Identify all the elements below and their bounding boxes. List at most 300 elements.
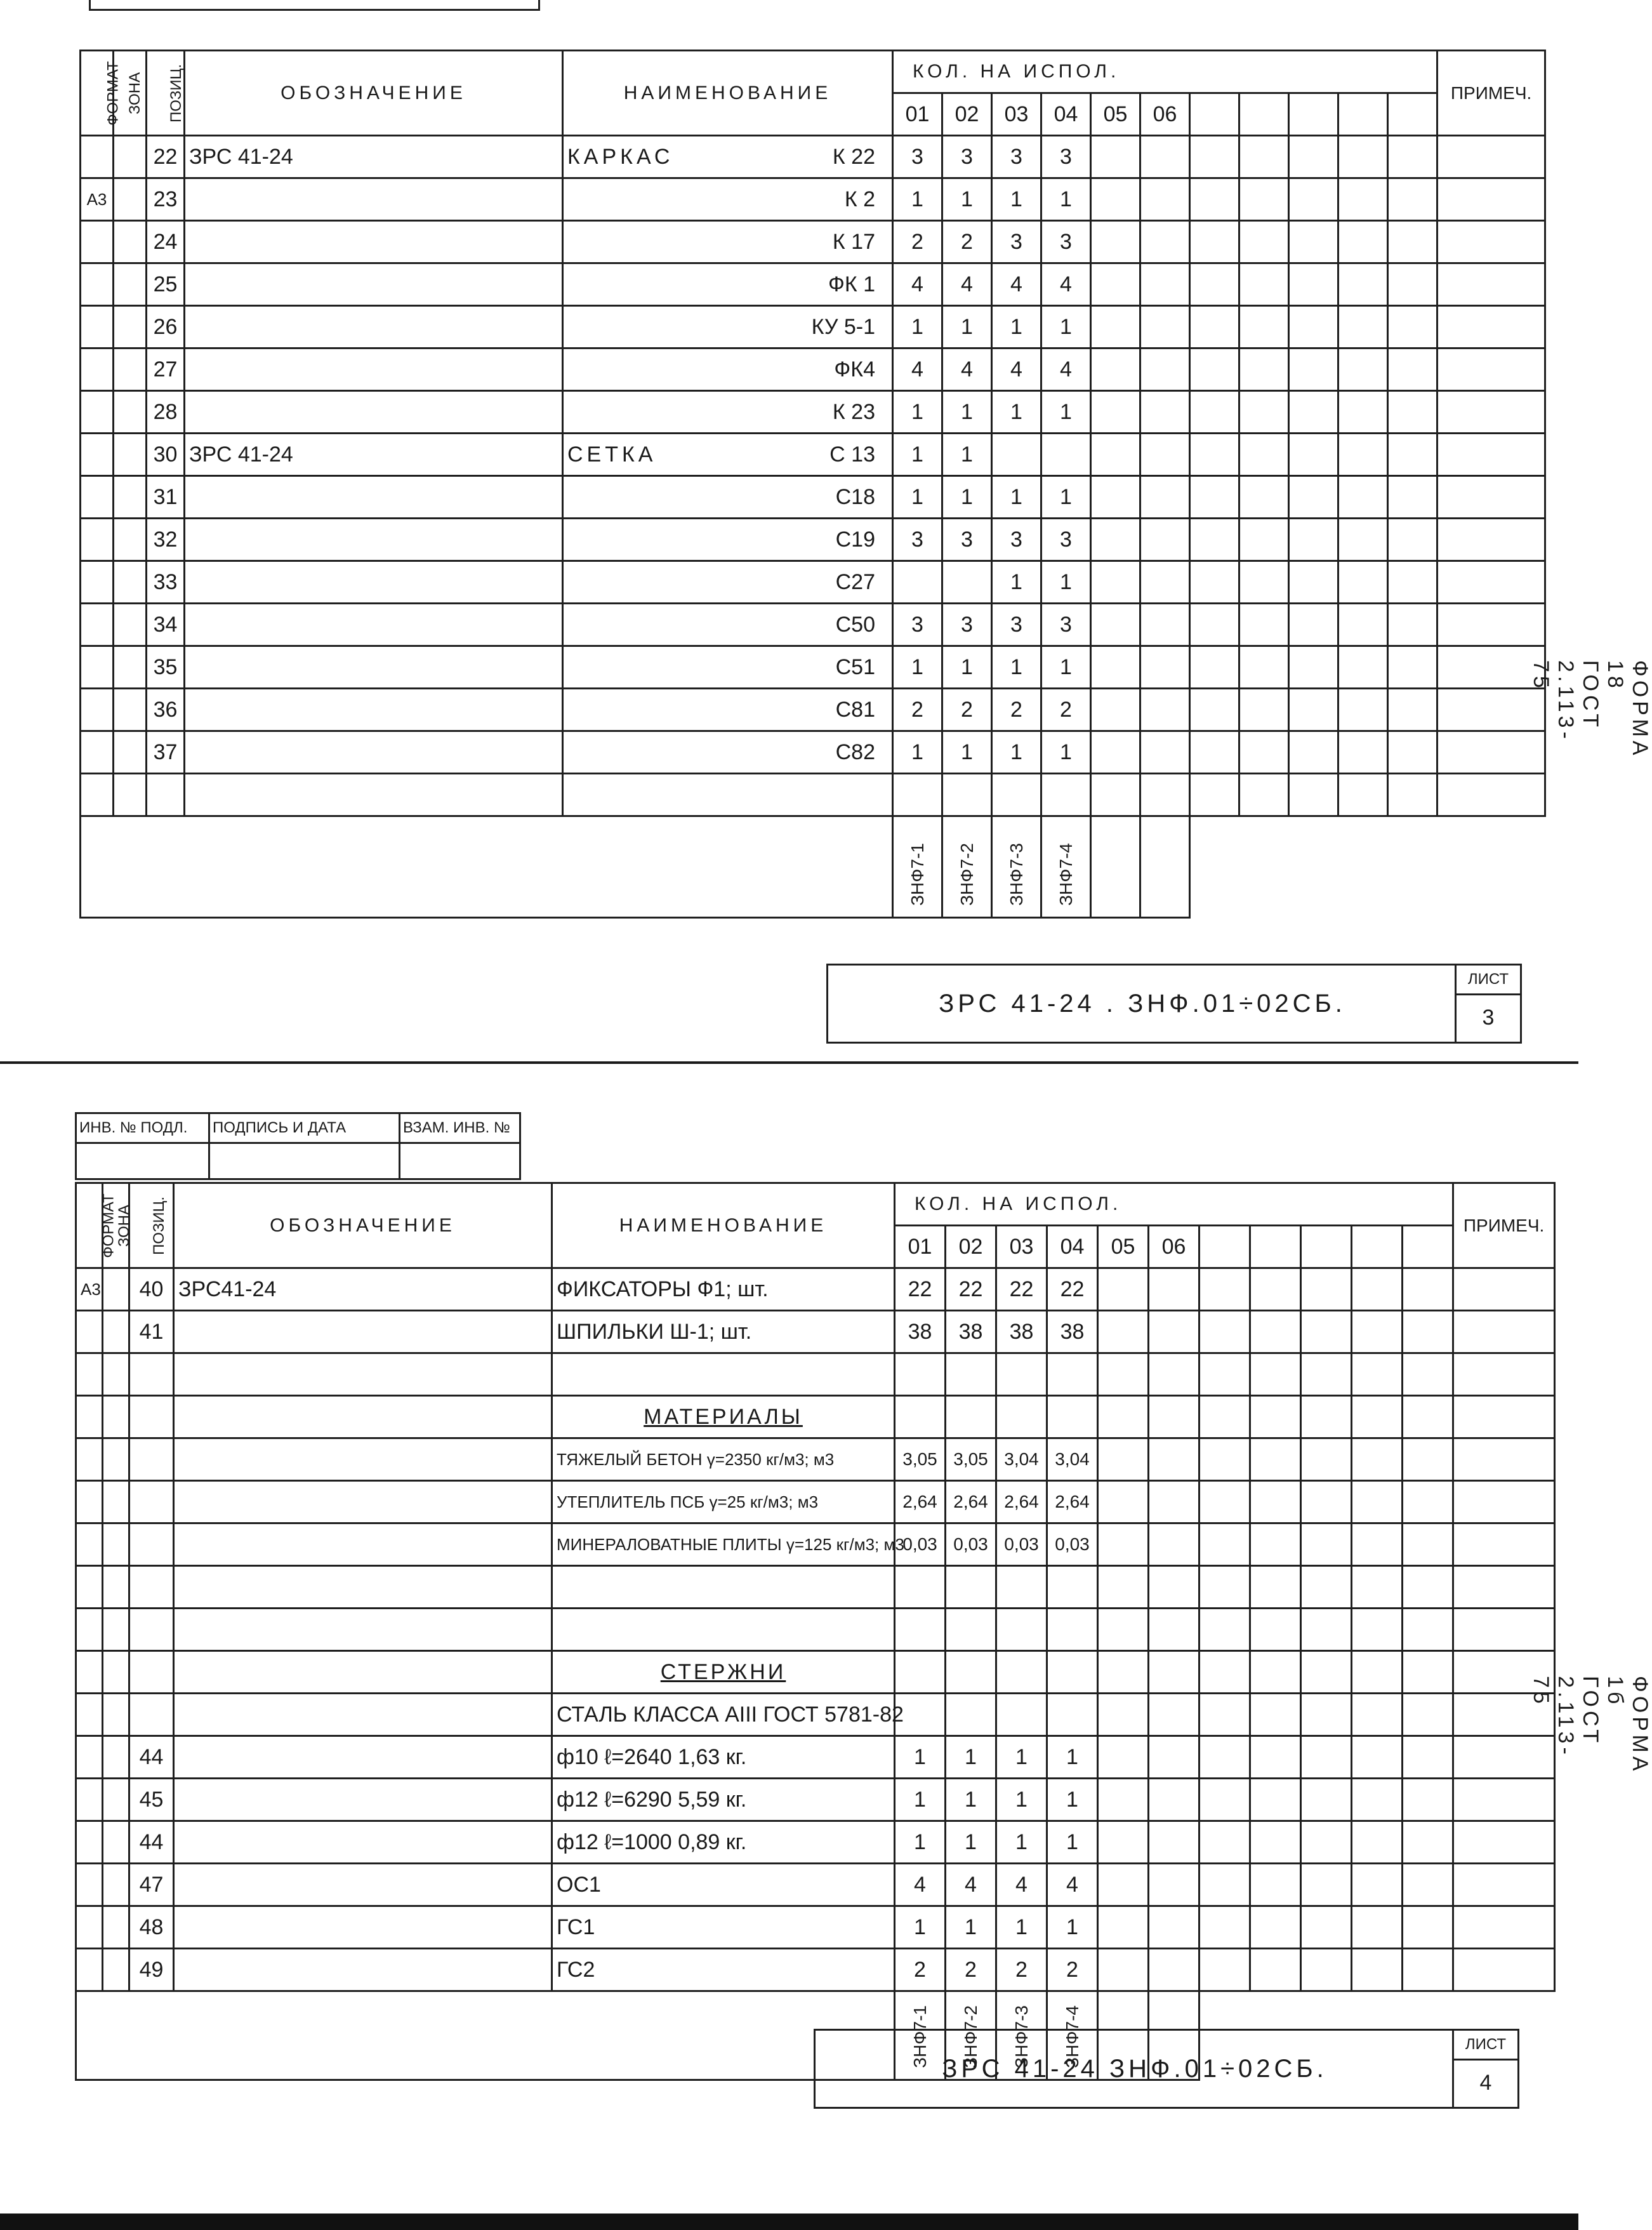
row-qty-3: 1 [996,1779,1047,1821]
row-name: ГС1 [552,1906,895,1949]
table-row [76,1821,1555,1864]
row-blank [1250,1736,1301,1779]
row-blank [1250,1566,1301,1609]
row-qty-4: 38 [1047,1311,1098,1353]
row-blank [1199,1651,1250,1694]
row-blank [1098,1821,1149,1864]
row-blank [1338,561,1388,604]
header-exec-blank [1403,1226,1453,1268]
row-qty-3: 1 [996,1906,1047,1949]
row-blank [1098,1949,1149,1991]
row-blank [1289,348,1338,391]
row-qty-4: 1 [1047,1821,1098,1864]
header-exec-6: 06 [1149,1226,1199,1268]
row-qty-3 [996,1609,1047,1651]
footer-blank [1091,816,1140,918]
header-name: НАИМЕНОВАНИЕ [552,1183,895,1268]
row-blank [1338,221,1388,263]
row-name: ФИКСАТОРЫ Ф1; шт. [552,1268,895,1311]
table-row [76,1736,1555,1779]
row-qty-3: 1 [992,561,1041,604]
row-blank [1199,1694,1250,1736]
row-qty-2: 22 [946,1268,996,1311]
row-blank [1190,774,1239,816]
row-blank [1199,1864,1250,1906]
row-designation [185,689,563,731]
row-blank [1190,604,1239,646]
row-blank [1301,1396,1352,1438]
row-blank [1149,1694,1199,1736]
row-note [1453,1906,1555,1949]
table-row [81,306,1545,348]
sheet-label: ЛИСТ [1452,2031,1517,2061]
row-blank [1289,731,1338,774]
row-blank [1338,519,1388,561]
row-blank [1388,263,1437,306]
row-qty-4: 2,64 [1047,1481,1098,1523]
row-blank [1301,1694,1352,1736]
row-blank [1149,1864,1199,1906]
row-designation [174,1438,552,1481]
row-designation: ЗРС41-24 [174,1268,552,1311]
row-blank [1250,1821,1301,1864]
row-blank [1352,1523,1403,1566]
row-qty-1: 4 [893,348,942,391]
row-qty-4: 2 [1041,689,1091,731]
row-zone [114,646,147,689]
row-blank [1199,1736,1250,1779]
row-qty-1: 3,05 [895,1438,946,1481]
row-format [76,1736,103,1779]
row-designation [174,1353,552,1396]
row-blank [1352,1609,1403,1651]
row-blank [1091,561,1140,604]
row-qty-3: 3 [992,136,1041,178]
row-blank [1091,306,1140,348]
row-qty-3 [992,434,1041,476]
header-exec-5: 05 [1098,1226,1149,1268]
row-note [1453,1609,1555,1651]
row-zone [103,1694,129,1736]
row-format [81,689,114,731]
table-row [76,1566,1555,1609]
row-blank [1301,1353,1352,1396]
row-blank [1301,1736,1352,1779]
exec-label-2: ЗНФ7-2 [960,2005,981,2068]
row-qty-3: 2 [996,1949,1047,1991]
row-qty-1 [893,561,942,604]
row-blank [1289,689,1338,731]
row-blank [1352,1821,1403,1864]
row-blank [1301,1864,1352,1906]
row-qty-1 [895,1396,946,1438]
row-qty-1: 22 [895,1268,946,1311]
row-format [81,221,114,263]
row-blank [1149,1353,1199,1396]
row-blank [1199,1821,1250,1864]
table-row [76,1651,1555,1694]
row-designation [174,1651,552,1694]
row-qty-2: 2 [942,689,992,731]
row-name: ф10 ℓ=2640 1,63 кг. [552,1736,895,1779]
row-blank [1352,1566,1403,1609]
row-position [129,1438,174,1481]
stamp-cell [76,1143,209,1179]
row-blank [1301,1949,1352,1991]
row-format [76,1311,103,1353]
row-name [563,306,893,348]
row-position [129,1481,174,1523]
row-name [563,604,893,646]
row-qty-3: 1 [992,391,1041,434]
row-blank [1289,646,1338,689]
row-zone [114,136,147,178]
header-exec-6: 06 [1140,93,1190,136]
row-format [81,604,114,646]
row-qty-3: 38 [996,1311,1047,1353]
row-blank [1140,731,1190,774]
table-row [81,731,1545,774]
row-position: 40 [129,1268,174,1311]
row-blank [1190,306,1239,348]
row-blank [1091,391,1140,434]
row-blank [1190,136,1239,178]
row-qty-1: 2 [893,689,942,731]
row-qty-2: 4 [946,1864,996,1906]
row-blank [1338,136,1388,178]
row-zone [103,1438,129,1481]
row-designation [174,1523,552,1566]
row-qty-3 [996,1651,1047,1694]
row-position [129,1651,174,1694]
row-format [81,476,114,519]
row-mark: КУ 5-1 [811,314,875,339]
row-format [76,1694,103,1736]
header-format: ФОРМАТ [76,1183,103,1268]
row-zone [114,306,147,348]
row-note [1437,263,1545,306]
row-blank [1388,561,1437,604]
row-qty-2: 1 [946,1736,996,1779]
row-designation [185,604,563,646]
row-blank [1301,1651,1352,1694]
row-qty-1: 38 [895,1311,946,1353]
exec-label-cell [942,816,992,918]
row-qty-4: 4 [1047,1864,1098,1906]
row-qty-4 [1047,1651,1098,1694]
row-format [81,434,114,476]
row-qty-3: 1 [996,1736,1047,1779]
row-qty-3: 1 [992,178,1041,221]
row-qty-2: 1 [942,731,992,774]
row-format: А3 [81,178,114,221]
row-position: 25 [147,263,185,306]
row-zone [114,434,147,476]
header-designation: ОБОЗНАЧЕНИЕ [174,1183,552,1268]
form-note-sheet-1: ФОРМА 18 ГОСТ 2.113-75 [1529,660,1652,759]
row-note [1453,1396,1555,1438]
row-qty-1: 4 [893,263,942,306]
row-note [1437,391,1545,434]
row-qty-3: 3 [992,221,1041,263]
row-format [81,391,114,434]
row-mark: С18 [835,484,875,509]
row-blank [1199,1353,1250,1396]
title-block-sheet-1 [826,964,1522,1044]
row-qty-3 [996,1566,1047,1609]
row-blank [1091,476,1140,519]
header-position: ПОЗИЦ. [147,51,185,136]
row-name [552,1353,895,1396]
row-name: МАТЕРИАЛЫ [552,1396,895,1438]
row-zone [114,604,147,646]
row-blank [1250,1949,1301,1991]
row-position: 24 [147,221,185,263]
row-blank [1199,1438,1250,1481]
row-position: 49 [129,1949,174,1991]
row-name [563,178,893,221]
row-format [81,136,114,178]
row-blank [1403,1906,1453,1949]
row-blank [1199,1906,1250,1949]
row-blank [1149,1311,1199,1353]
row-designation [174,1694,552,1736]
row-format [76,1821,103,1864]
row-designation [174,1779,552,1821]
row-name [563,646,893,689]
row-position: 47 [129,1864,174,1906]
row-qty-1: 1 [893,178,942,221]
row-position: 48 [129,1906,174,1949]
row-blank [1352,1353,1403,1396]
row-blank [1190,434,1239,476]
row-position [129,1523,174,1566]
table-row [76,1779,1555,1821]
row-blank [1239,391,1289,434]
row-mark: С82 [835,740,875,764]
row-note [1453,1949,1555,1991]
row-mark: К 22 [832,144,875,169]
row-zone [114,348,147,391]
row-position: 44 [129,1821,174,1864]
row-designation [185,561,563,604]
row-qty-4 [1041,774,1091,816]
row-designation [174,1311,552,1353]
row-qty-1 [895,1353,946,1396]
row-blank [1338,263,1388,306]
row-blank [1250,1268,1301,1311]
row-blank [1250,1906,1301,1949]
row-blank [1091,221,1140,263]
row-name: ОС1 [552,1864,895,1906]
row-note [1437,306,1545,348]
row-blank [1199,1523,1250,1566]
row-qty-3: 1 [996,1821,1047,1864]
header-exec-blank [1352,1226,1403,1268]
sheet-label: ЛИСТ [1455,966,1520,995]
row-blank [1388,178,1437,221]
row-name: ф12 ℓ=6290 5,59 кг. [552,1779,895,1821]
row-blank [1190,221,1239,263]
row-blank [1403,1651,1453,1694]
row-qty-1: 1 [893,646,942,689]
row-designation [174,1821,552,1864]
row-name [552,1566,895,1609]
row-blank [1338,178,1388,221]
row-note [1453,1864,1555,1906]
header-exec-blank [1190,93,1239,136]
row-blank [1098,1268,1149,1311]
footer-blank [1190,816,1545,918]
exec-label-3: ЗНФ7-3 [1011,2005,1031,2068]
row-zone [103,1949,129,1991]
row-blank [1199,1779,1250,1821]
row-zone [103,1311,129,1353]
row-blank [1352,1268,1403,1311]
row-blank [1239,348,1289,391]
row-position: 30 [147,434,185,476]
row-blank [1149,1821,1199,1864]
row-qty-4: 1 [1041,391,1091,434]
row-note [1453,1566,1555,1609]
row-format: А3 [76,1268,103,1311]
exec-label-cell [1041,816,1091,918]
exec-label-4: ЗНФ7-4 [1062,2005,1082,2068]
row-format [76,1609,103,1651]
row-qty-4: 0,03 [1047,1523,1098,1566]
stamp-cell [209,1143,400,1179]
row-blank [1352,1949,1403,1991]
table-row [76,1268,1555,1311]
row-format [81,306,114,348]
row-designation [185,348,563,391]
row-blank [1250,1311,1301,1353]
header-designation: ОБОЗНАЧЕНИЕ [185,51,563,136]
row-blank [1289,519,1338,561]
row-blank [1190,646,1239,689]
row-designation [174,1864,552,1906]
row-blank [1250,1353,1301,1396]
row-blank [1149,1481,1199,1523]
table-row [81,348,1545,391]
row-qty-3: 1 [992,646,1041,689]
row-position: 33 [147,561,185,604]
row-position: 31 [147,476,185,519]
row-zone [103,1736,129,1779]
row-blank [1403,1438,1453,1481]
row-qty-1: 3 [893,136,942,178]
row-note [1453,1438,1555,1481]
row-position [147,774,185,816]
row-designation [185,731,563,774]
row-format [81,561,114,604]
row-qty-2: 1 [942,306,992,348]
row-blank [1098,1396,1149,1438]
row-blank [1388,774,1437,816]
row-blank [1338,306,1388,348]
row-zone [114,731,147,774]
row-blank [1239,476,1289,519]
row-blank [1140,434,1190,476]
header-note: ПРИМЕЧ. [1453,1183,1555,1268]
row-blank [1091,136,1140,178]
row-qty-2: 2 [946,1949,996,1991]
row-name [563,434,893,476]
row-name-text: КАРКАС [567,144,674,169]
row-qty-1: 1 [895,1906,946,1949]
exec-label-1: ЗНФ7-1 [909,2005,930,2068]
header-exec-blank [1199,1226,1250,1268]
row-blank [1403,1694,1453,1736]
row-blank [1352,1651,1403,1694]
row-format [76,1353,103,1396]
row-qty-2: 3,05 [946,1438,996,1481]
row-qty-1: 2 [895,1949,946,1991]
row-blank [1301,1821,1352,1864]
row-designation [174,1566,552,1609]
table-row [81,434,1545,476]
header-note: ПРИМЕЧ. [1437,51,1545,136]
row-blank [1338,604,1388,646]
row-note [1453,1523,1555,1566]
row-blank [1388,646,1437,689]
row-blank [1149,1268,1199,1311]
row-blank [1301,1438,1352,1481]
row-qty-2 [946,1396,996,1438]
row-qty-3 [996,1353,1047,1396]
table-row [81,221,1545,263]
row-position: 35 [147,646,185,689]
row-blank [1098,1864,1149,1906]
row-blank [1250,1396,1301,1438]
row-blank [1338,774,1388,816]
row-designation [185,306,563,348]
row-blank [1190,178,1239,221]
row-qty-1: 1 [893,476,942,519]
row-blank [1403,1609,1453,1651]
row-qty-1: 3 [893,604,942,646]
stamp-signature-date: ПОДПИСЬ И ДАТА [209,1113,400,1143]
row-qty-2 [946,1651,996,1694]
row-blank [1190,476,1239,519]
row-qty-2: 38 [946,1311,996,1353]
table-row [76,1949,1555,1991]
row-blank [1289,476,1338,519]
header-exec-2: 02 [942,93,992,136]
row-blank [1140,391,1190,434]
row-note [1437,348,1545,391]
row-qty-2 [942,561,992,604]
header-exec-blank [1301,1226,1352,1268]
row-format [76,1396,103,1438]
row-format [81,774,114,816]
row-blank [1403,1311,1453,1353]
row-name [563,348,893,391]
table-row [81,604,1545,646]
row-blank [1239,604,1289,646]
row-blank [1140,604,1190,646]
row-blank [1403,1566,1453,1609]
row-format [81,519,114,561]
row-qty-4: 1 [1041,561,1091,604]
row-name: СТАЛЬ КЛАССА АIII ГОСТ 5781-82 [552,1694,895,1736]
row-blank [1388,434,1437,476]
row-designation [185,774,563,816]
row-note [1437,178,1545,221]
row-blank [1250,1438,1301,1481]
row-blank [1149,1736,1199,1779]
row-note [1453,1821,1555,1864]
